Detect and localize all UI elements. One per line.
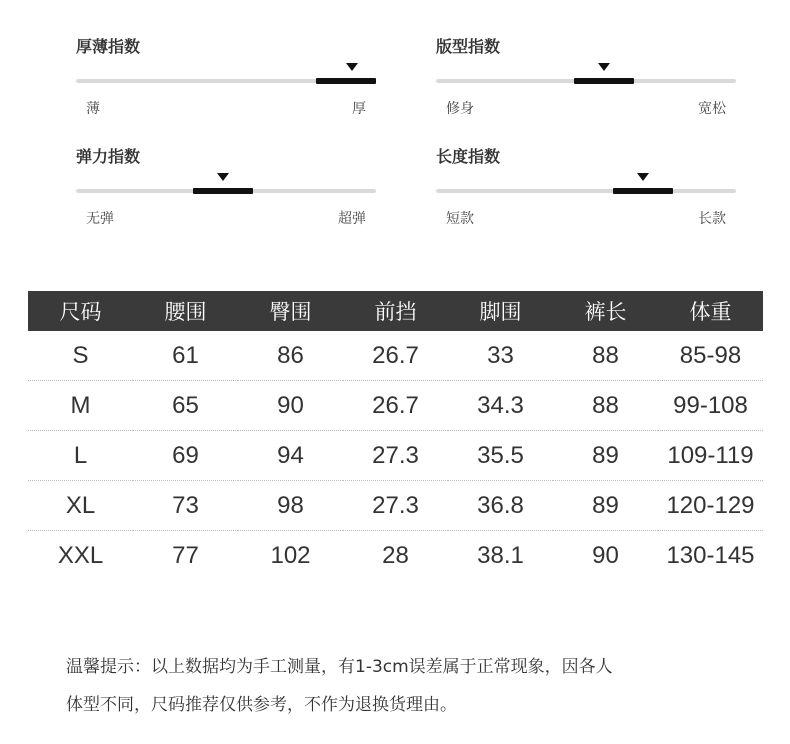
table-cell: 33 (448, 331, 553, 381)
index-min-label: 短款 (446, 211, 474, 227)
table-cell: XL (28, 481, 133, 531)
table-cell: 90 (238, 381, 343, 431)
index-indicator (574, 78, 634, 84)
index-title: 厚薄指数 (76, 37, 141, 56)
index-track (76, 79, 376, 83)
table-cell: 73 (133, 481, 238, 531)
header-waist: 腰围 (133, 291, 238, 331)
notice-line: 温馨提示：以上数据均为手工测量，有1-3cm误差属于正常现象，因各人 (66, 657, 613, 677)
table-cell: 109-119 (658, 431, 763, 481)
index-track (76, 189, 376, 193)
triangle-marker-icon (217, 173, 229, 181)
triangle-marker-icon (598, 63, 610, 71)
index-max-label: 宽松 (698, 101, 726, 117)
table-cell: M (28, 381, 133, 431)
table-cell: 27.3 (343, 431, 448, 481)
thickness-index (76, 34, 376, 124)
index-max-label: 长款 (698, 211, 726, 227)
table-cell: 26.7 (343, 331, 448, 381)
fit-index (436, 34, 736, 124)
table-cell: 35.5 (448, 431, 553, 481)
index-title: 长度指数 (436, 147, 501, 166)
notice-text (66, 648, 766, 724)
size-chart-table (28, 291, 763, 580)
table-row (28, 531, 763, 581)
table-cell: 88 (553, 381, 658, 431)
triangle-marker-icon (637, 173, 649, 181)
table-cell: 69 (133, 431, 238, 481)
table-cell: 28 (382, 541, 409, 569)
table-cell: 98 (238, 481, 343, 531)
index-title: 版型指数 (436, 37, 501, 56)
index-indicator (613, 188, 673, 194)
table-cell: 89 (553, 481, 658, 531)
table-cell: 34.3 (448, 381, 553, 431)
table-cell: 36.8 (448, 481, 553, 531)
table-cell: 86 (238, 331, 343, 381)
length-index (436, 144, 736, 234)
index-min-label: 修身 (446, 101, 474, 117)
table-cell: 61 (133, 331, 238, 381)
triangle-marker-icon (346, 63, 358, 71)
index-max-label: 厚 (352, 101, 366, 117)
table-cell: S (28, 331, 133, 381)
index-indicator (316, 78, 376, 84)
elasticity-index (76, 144, 376, 234)
table-cell: 90 (592, 541, 619, 569)
index-section (0, 0, 790, 240)
header-size: 尺码 (28, 291, 133, 331)
index-min-label: 无弹 (86, 211, 114, 227)
index-indicator (193, 188, 253, 194)
table-cell: 77 (172, 541, 199, 569)
table-cell: 89 (553, 431, 658, 481)
table-cell: 85-98 (658, 331, 763, 381)
table-cell: 88 (553, 331, 658, 381)
table-cell: 27.3 (343, 481, 448, 531)
table-row (28, 431, 763, 481)
table-row (28, 481, 763, 531)
index-track (436, 189, 736, 193)
header-pants-length: 裤长 (553, 291, 658, 331)
table-cell: XXL (57, 541, 104, 569)
table-cell: 94 (238, 431, 343, 481)
table-cell: 130-145 (666, 541, 755, 569)
header-front-rise: 前挡 (343, 291, 448, 331)
index-title: 弹力指数 (76, 147, 141, 166)
table-cell: 102 (270, 541, 311, 569)
table-cell: L (28, 431, 133, 481)
table-cell: 38.1 (477, 541, 524, 569)
table-cell: 65 (133, 381, 238, 431)
table-cell: 99-108 (658, 381, 763, 431)
index-track (436, 79, 736, 83)
table-header-row (28, 291, 763, 331)
header-weight: 体重 (658, 291, 763, 331)
table-cell: 26.7 (343, 381, 448, 431)
header-hip: 臀围 (238, 291, 343, 331)
table-cell: 120-129 (658, 481, 763, 531)
index-max-label: 超弹 (338, 211, 366, 227)
header-leg-opening: 脚围 (448, 291, 553, 331)
table-row (28, 331, 763, 381)
table-row (28, 381, 763, 431)
index-min-label: 薄 (86, 101, 100, 117)
notice-line: 体型不同，尺码推荐仅供参考，不作为退换货理由。 (66, 695, 457, 715)
